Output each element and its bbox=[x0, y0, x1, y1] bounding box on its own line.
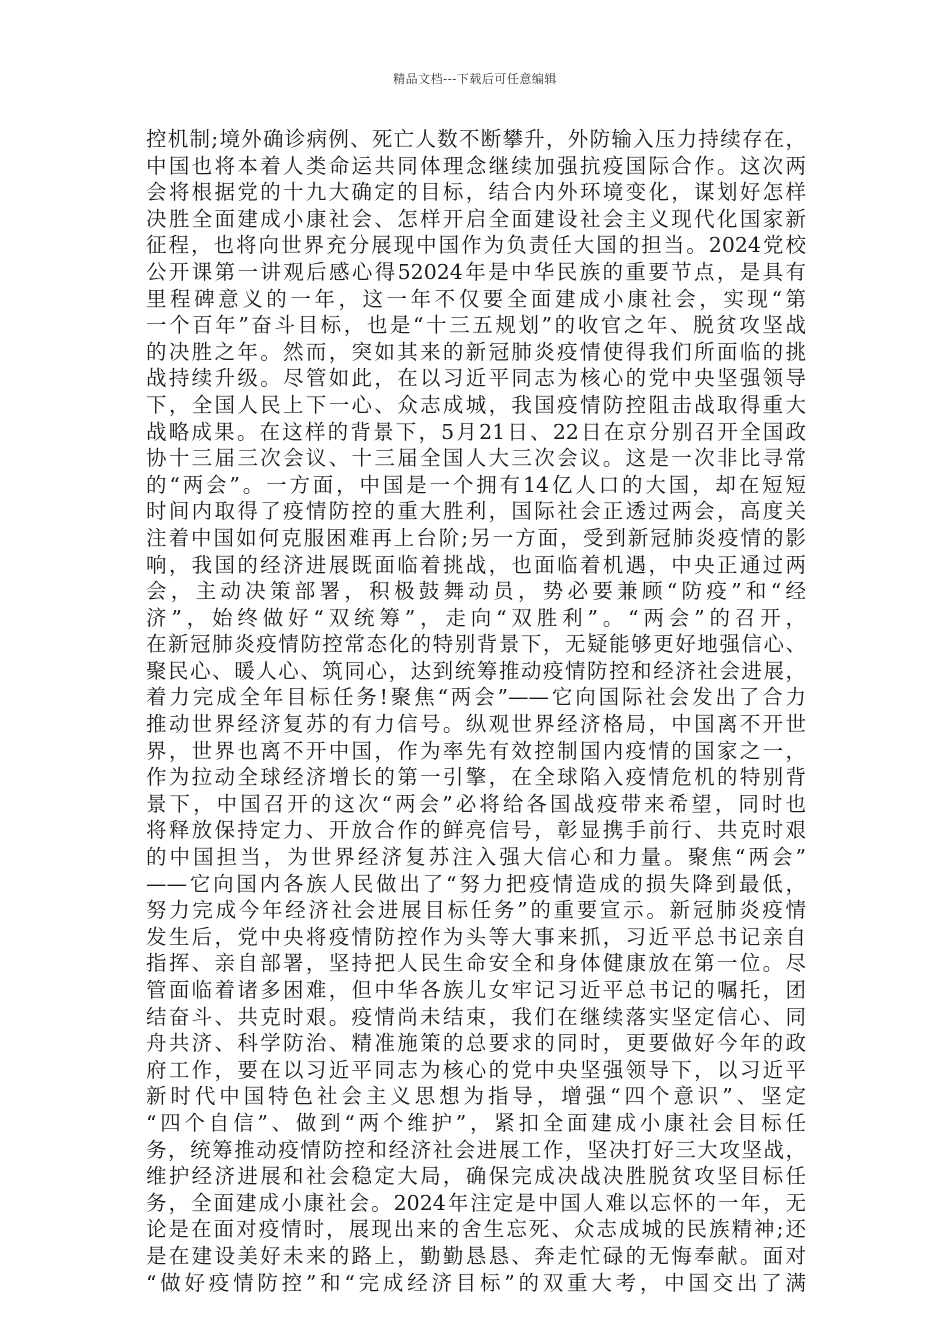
text-line: 公开课第一讲观后感心得52024年是中华民族的重要节点，是具有 bbox=[146, 259, 806, 284]
text-line: 务，全面建成小康社会。2024年注定是中国人难以忘怀的一年，无 bbox=[146, 1190, 806, 1215]
text-line: 着力完成全年目标任务!聚焦“两会”——它向国际社会发出了合力 bbox=[146, 685, 806, 710]
text-line: 是在建设美好未来的路上，勤勤恳恳、奔走忙碌的无悔奉献。面对 bbox=[146, 1243, 806, 1268]
text-line: “四个自信”、做到“两个维护”，紧扣全面建成小康社会目标任 bbox=[146, 1110, 806, 1135]
page-header: 精品文档---下载后可任意编辑 bbox=[393, 72, 557, 86]
text-line: 聚民心、暖人心、筑同心，达到统筹推动疫情防控和经济社会进展， bbox=[146, 658, 806, 683]
text-line: 下，全国人民上下一心、众志成城，我国疫情防控阻击战取得重大 bbox=[146, 392, 806, 417]
text-line: 的中国担当，为世界经济复苏注入强大信心和力量。聚焦“两会” bbox=[146, 845, 806, 870]
text-line: 一个百年”奋斗目标，也是“十三五规划”的收官之年、脱贫攻坚战 bbox=[146, 313, 806, 338]
text-line: 维护经济进展和社会稳定大局，确保完成决战决胜脱贫攻坚目标任 bbox=[146, 1164, 806, 1189]
text-line: ——它向国内各族人民做出了“努力把疫情造成的损失降到最低， bbox=[146, 871, 806, 896]
text-line: 务，统筹推动疫情防控和经济社会进展工作，坚决打好三大攻坚战， bbox=[146, 1137, 806, 1162]
text-line: 里程碑意义的一年，这一年不仅要全面建成小康社会，实现“第 bbox=[146, 286, 806, 311]
text-line: 结奋斗、共克时艰。疫情尚未结束，我们在继续落实坚定信心、同 bbox=[146, 1004, 806, 1029]
text-line: 济”，始终做好“双统筹”，走向“双胜利”。“两会”的召开， bbox=[146, 605, 806, 630]
text-line: 在新冠肺炎疫情防控常态化的特别背景下，无疑能够更好地强信心、 bbox=[146, 632, 806, 657]
text-line: 努力完成今年经济社会进展目标任务”的重要宣示。新冠肺炎疫情 bbox=[146, 898, 806, 923]
text-line: 界，世界也离不开中国，作为率先有效控制国内疫情的国家之一， bbox=[146, 738, 806, 763]
text-line: “做好疫情防控”和“完成经济目标”的双重大考，中国交出了满 bbox=[146, 1270, 806, 1295]
text-line: 注着中国如何克服困难再上台阶;另一方面，受到新冠肺炎疫情的影 bbox=[146, 525, 806, 550]
text-line: 论是在面对疫情时，展现出来的舍生忘死、众志成城的民族精神;还 bbox=[146, 1217, 806, 1242]
text-line: 会将根据党的十九大确定的目标，结合内外环境变化，谋划好怎样 bbox=[146, 180, 806, 205]
text-line: 会，主动决策部署，积极鼓舞动员，势必要兼顾“防疫”和“经 bbox=[146, 579, 806, 604]
text-line: 管面临着诸多困难，但中华各族儿女牢记习近平总书记的嘱托，团 bbox=[146, 978, 806, 1002]
text-line: 推动世界经济复苏的有力信号。纵观世界经济格局，中国离不开世 bbox=[146, 712, 806, 737]
text-line: 协十三届三次会议、十三届全国人大三次会议。这是一次非比寻常 bbox=[146, 446, 806, 471]
text-line: 将释放保持定力、开放合作的鲜亮信号，彰显携手前行、共克时艰 bbox=[146, 818, 806, 843]
text-line: 中国也将本着人类命运共同体理念继续加强抗疫国际合作。这次两 bbox=[146, 153, 806, 178]
text-line: 的决胜之年。然而，突如其来的新冠肺炎疫情使得我们所面临的挑 bbox=[146, 339, 806, 364]
text-line: 响，我国的经济进展既面临着挑战，也面临着机遇，中央正通过两 bbox=[146, 552, 806, 577]
text-line: 指挥、亲自部署，坚持把人民生命安全和身体健康放在第一位。尽 bbox=[146, 951, 806, 976]
text-line: 作为拉动全球经济增长的第一引擎，在全球陷入疫情危机的特别背 bbox=[146, 765, 806, 790]
text-line: 决胜全面建成小康社会、怎样开启全面建设社会主义现代化国家新 bbox=[146, 206, 806, 231]
text-line: 景下，中国召开的这次“两会”必将给各国战疫带来希望，同时也 bbox=[146, 791, 806, 816]
text-line: 舟共济、科学防治、精准施策的总要求的同时，更要做好今年的政 bbox=[146, 1031, 806, 1056]
text-line: 府工作，要在以习近平同志为核心的党中央坚强领导下，以习近平 bbox=[146, 1057, 806, 1082]
text-line: 时间内取得了疫情防控的重大胜利，国际社会正透过两会，高度关 bbox=[146, 499, 806, 524]
text-line: 控机制;境外确诊病例、死亡人数不断攀升，外防输入压力持续存在， bbox=[146, 127, 806, 151]
text-line: 发生后，党中央将疫情防控作为头等大事来抓，习近平总书记亲自 bbox=[146, 924, 806, 949]
text-line: 战略成果。在这样的背景下，5月21日、22日在京分别召开全国政 bbox=[146, 419, 806, 444]
text-line: 征程，也将向世界充分展现中国作为负责任大国的担当。2024党校 bbox=[146, 233, 806, 258]
document-body bbox=[146, 126, 806, 1296]
text-line: 新时代中国特色社会主义思想为指导，增强“四个意识”、坚定 bbox=[146, 1084, 806, 1109]
text-line: 的“两会”。一方面，中国是一个拥有14亿人口的大国，却在短短 bbox=[146, 472, 806, 497]
text-line: 战持续升级。尽管如此，在以习近平同志为核心的党中央坚强领导 bbox=[146, 366, 806, 391]
